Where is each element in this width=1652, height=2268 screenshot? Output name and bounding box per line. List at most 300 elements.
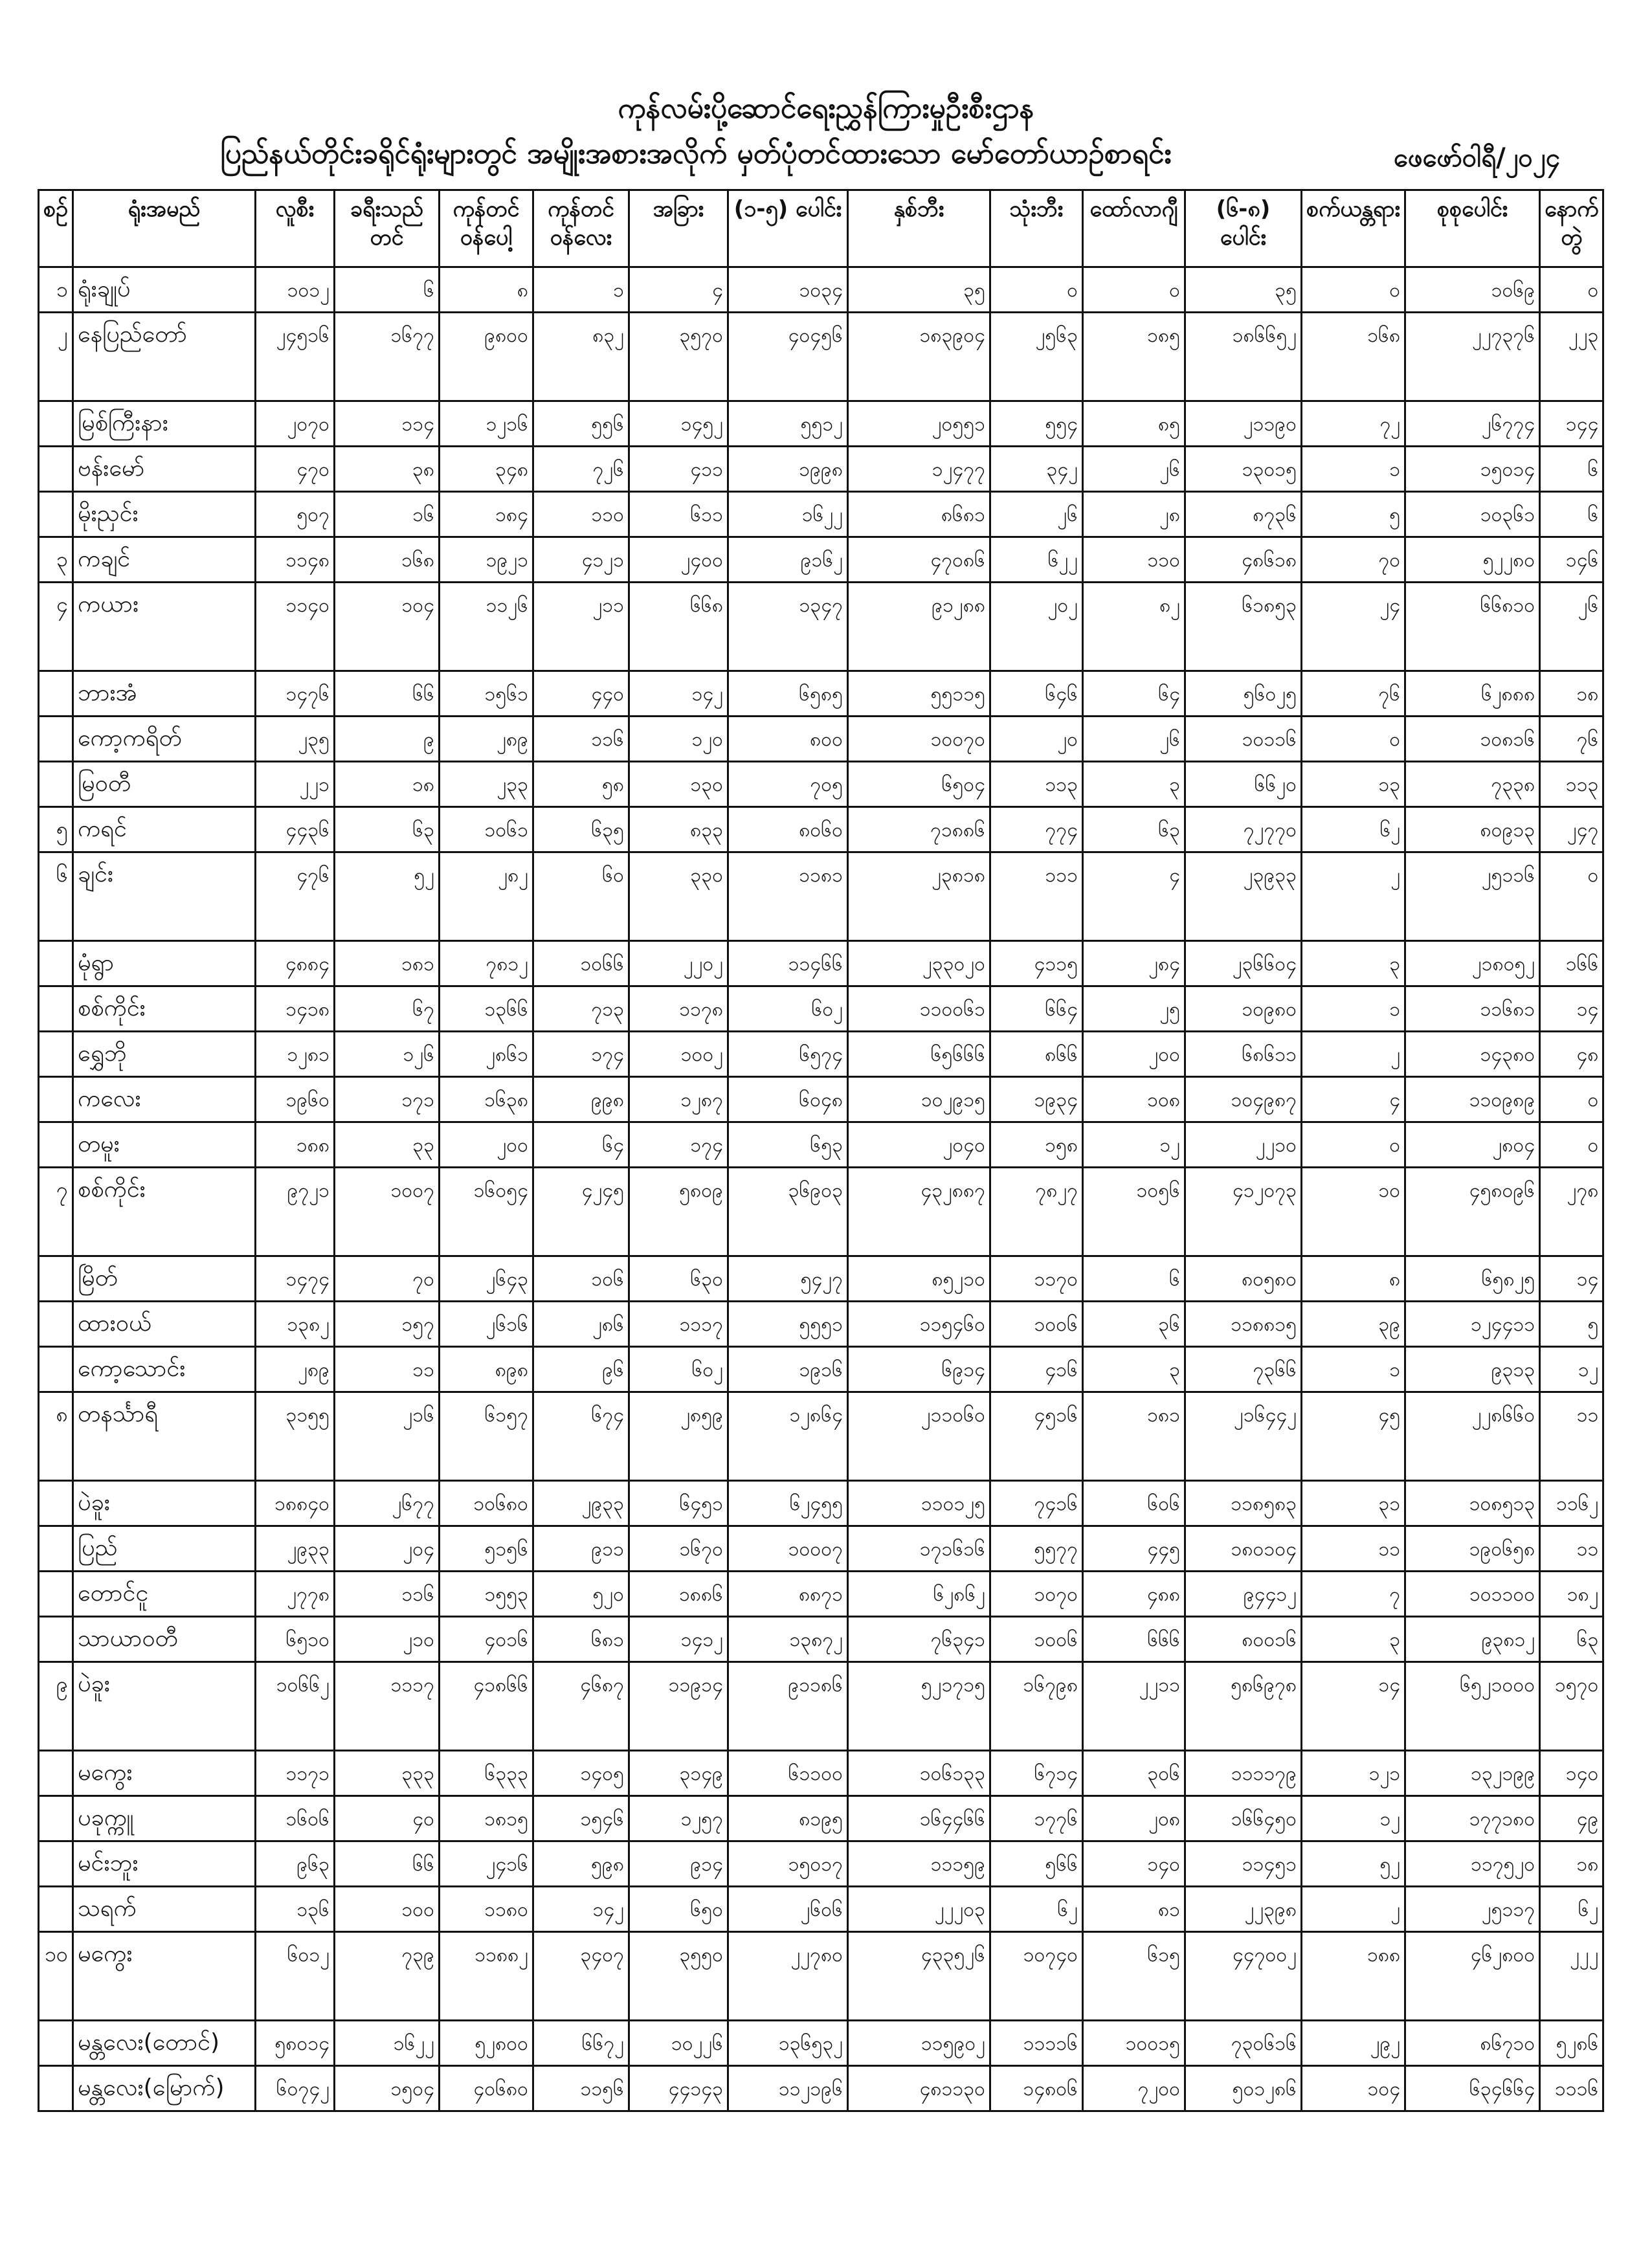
value-cell: ၁၁၁၁၆ (990, 2021, 1082, 2066)
table-row (39, 941, 1603, 986)
value-cell: ၄၁၁ (629, 447, 728, 492)
value-cell: ၅ (1301, 492, 1405, 537)
value-cell: ၆၆၂၀ (1185, 762, 1301, 807)
value-cell: ၁၀၄ (1301, 2066, 1405, 2111)
value-cell: ၇၆ (1301, 671, 1405, 717)
value-cell: ၁၉၀၆၅၈ (1405, 1526, 1540, 1572)
value-cell: ၃၄၈ (439, 447, 533, 492)
value-cell: ၁၀၁၁၆ (1185, 717, 1301, 762)
table-row (39, 1751, 1603, 1796)
value-cell: ၃၈ (334, 447, 439, 492)
value-cell: ၂၂၁ (255, 762, 334, 807)
value-cell: ၂၈၅၉ (629, 1392, 728, 1481)
office-name-cell: မင်းဘူး (73, 1841, 255, 1887)
value-cell: ၂၀၈ (1082, 1796, 1185, 1841)
data-table (38, 189, 1604, 2112)
value-cell: ၆၄၆ (990, 671, 1082, 717)
value-cell: ၁၅၀၄ (334, 2066, 439, 2111)
value-cell: ၂၀၀ (439, 1122, 533, 1168)
value-cell: ၄၀၄၅၆ (728, 313, 847, 401)
value-cell: ၆၅၁၀ (255, 1617, 334, 1662)
value-cell: ၇ (1301, 1572, 1405, 1617)
value-cell: ၁၀၂၉၁၅ (847, 1077, 990, 1122)
value-cell: ၂၃၅ (255, 717, 334, 762)
value-cell: ၅၂ (1301, 1841, 1405, 1887)
table-body (39, 267, 1603, 2111)
value-cell: ၁၂၈၇ (629, 1077, 728, 1122)
table-row (39, 313, 1603, 401)
value-cell: ၁၄၈၀၆ (990, 2066, 1082, 2111)
value-cell: ၁၉၆၀ (255, 1077, 334, 1122)
row-number-cell (39, 492, 73, 537)
value-cell: ၁၀၄ (334, 583, 439, 671)
value-cell: ၁၂၁၆ (439, 401, 533, 447)
value-cell: ၆၅၆၆၆ (847, 1032, 990, 1077)
value-cell: ၆ (334, 267, 439, 313)
value-cell: ၁၄ (1540, 986, 1603, 1032)
value-cell: ၈၆၇၁၀ (1405, 2021, 1540, 2066)
value-cell: ၁၁၄ (334, 401, 439, 447)
value-cell: ၂၂၇၈၀ (728, 1932, 847, 2021)
value-cell: ၁၁၄၈ (255, 537, 334, 583)
value-cell: ၁၆၆ (1540, 941, 1603, 986)
value-cell: ၁၅၀၁၄ (1405, 447, 1540, 492)
value-cell: ၂၄၀၀ (629, 537, 728, 583)
value-cell: ၅၈၆၉၇၈ (1185, 1662, 1301, 1751)
value-cell: ၁ (1301, 447, 1405, 492)
value-cell: ၁၁၈၈၂ (439, 1932, 533, 2021)
value-cell: ၆၆၄ (990, 986, 1082, 1032)
value-cell: ၂၆၇၇ (334, 1481, 439, 1526)
column-header: ကုန်တင်ဝန်ပေါ့ (439, 190, 533, 267)
value-cell: ၁၁၇၅၂၀ (1405, 1841, 1540, 1887)
row-number-cell (39, 717, 73, 762)
value-cell: ၄၅၈၀၉၆ (1405, 1168, 1540, 1256)
value-cell: ၁၀၈ (1082, 1077, 1185, 1122)
table-row (39, 2021, 1603, 2066)
table-row (39, 447, 1603, 492)
value-cell: ၂၁၀ (334, 1617, 439, 1662)
value-cell: ၁၀၆ (533, 1256, 629, 1302)
column-header: အခြား (629, 190, 728, 267)
row-number-cell: ၄ (39, 583, 73, 671)
value-cell: ၁၀၇၄၀ (990, 1932, 1082, 2021)
value-cell: ၁၄၂ (533, 1887, 629, 1932)
office-name-cell: ပခုက္ကူ (73, 1796, 255, 1841)
value-cell: ၆၅၈၅ (728, 671, 847, 717)
value-cell: ၅၀၁၂၈၆ (1185, 2066, 1301, 2111)
value-cell: ၇၂၀၀ (1082, 2066, 1185, 2111)
value-cell: ၁၀၀၇ (334, 1168, 439, 1256)
value-cell: ၅၂၈၆ (1540, 2021, 1603, 2066)
value-cell: ၁၁၃ (1540, 762, 1603, 807)
row-number-cell (39, 1347, 73, 1392)
value-cell: ၁ (1301, 1347, 1405, 1392)
value-cell: ၁၃၀ (629, 762, 728, 807)
value-cell: ၁၆၇၇ (334, 313, 439, 401)
value-cell: ၄၉ (1540, 1796, 1603, 1841)
value-cell: ၆၇ (334, 986, 439, 1032)
column-header: ရုံးအမည် (73, 190, 255, 267)
value-cell: ၁၁၀ (533, 492, 629, 537)
value-cell: ၀ (1301, 717, 1405, 762)
value-cell: ၁၀၃၄ (728, 267, 847, 313)
value-cell: ၄၁၆ (990, 1347, 1082, 1392)
value-cell: ၁၆၄၄၆၆ (847, 1796, 990, 1841)
value-cell: ၂၈၂ (439, 852, 533, 941)
value-cell: ၄ (1082, 852, 1185, 941)
column-header: (၆-၈) ပေါင်း (1185, 190, 1301, 267)
value-cell: ၁၁၃ (990, 762, 1082, 807)
value-cell: ၆၀ (533, 852, 629, 941)
value-cell: ၂၇၇၈ (255, 1572, 334, 1617)
value-cell: ၁၇၄ (533, 1032, 629, 1077)
value-cell: ၁၃၆၅၃၂ (728, 2021, 847, 2066)
value-cell: ၁၀၁၂ (255, 267, 334, 313)
value-cell: ၂ (1301, 852, 1405, 941)
value-cell: ၄၄၅ (1082, 1526, 1185, 1572)
value-cell: ၁၈၃၉၀၄ (847, 313, 990, 401)
value-cell: ၉၁၁၈၆ (728, 1662, 847, 1751)
value-cell: ၆၇၄ (533, 1392, 629, 1481)
value-cell: ၁၈၁၅ (439, 1796, 533, 1841)
value-cell: ၁၀၄၉၈၇ (1185, 1077, 1301, 1122)
value-cell: ၂၀၇၀ (255, 401, 334, 447)
value-cell: ၃၁၄၉ (629, 1751, 728, 1796)
value-cell: ၁၁ (1540, 1392, 1603, 1481)
value-cell: ၁၁၀၀၆၁ (847, 986, 990, 1032)
value-cell: ၁၆၀၅၄ (439, 1168, 533, 1256)
value-cell: ၃ (1301, 941, 1405, 986)
table-row (39, 537, 1603, 583)
table-row (39, 1256, 1603, 1302)
value-cell: ၁၂၄၄၁၁ (1405, 1302, 1540, 1347)
value-cell: ၇၆၃၄၁ (847, 1617, 990, 1662)
value-cell: ၀ (1301, 267, 1405, 313)
value-cell: ၁၈၈၆ (629, 1572, 728, 1617)
value-cell: ၇၃၀၆၁၆ (1185, 2021, 1301, 2066)
row-number-cell: ၇ (39, 1168, 73, 1256)
column-header: စဉ် (39, 190, 73, 267)
row-number-cell (39, 401, 73, 447)
value-cell: ၃ (1082, 1347, 1185, 1392)
value-cell: ၈၀၆၀ (728, 807, 847, 852)
value-cell: ၇၃၆၆ (1185, 1347, 1301, 1392)
value-cell: ၅၈၀၉ (629, 1168, 728, 1256)
value-cell: ၂၂၈၆၆၀ (1405, 1392, 1540, 1481)
value-cell: ၁၁၆၂ (1540, 1481, 1603, 1526)
value-cell: ၅ (1540, 1302, 1603, 1347)
value-cell: ၄၇၀၈၆ (847, 537, 990, 583)
value-cell: ၁၈၈ (1301, 1932, 1405, 2021)
value-cell: ၆၃၅ (533, 807, 629, 852)
value-cell: ၁၃ (1301, 762, 1405, 807)
value-cell: ၂၀၄၀ (847, 1122, 990, 1168)
value-cell: ၉၆ (533, 1347, 629, 1392)
value-cell: ၁၉၁၆ (728, 1347, 847, 1392)
value-cell: ၂၆ (1082, 447, 1185, 492)
table-header-row (39, 190, 1603, 267)
row-number-cell (39, 1796, 73, 1841)
value-cell: ၂၁၁ (533, 583, 629, 671)
value-cell: ၄၅၁၆ (990, 1392, 1082, 1481)
value-cell: ၁၃၂၁၉၉ (1405, 1751, 1540, 1796)
value-cell: ၁၆၂၂ (334, 2021, 439, 2066)
value-cell: ၂၂၂ (1540, 1932, 1603, 2021)
table-row (39, 1662, 1603, 1751)
value-cell: ၁၁၄၀ (255, 583, 334, 671)
value-cell: ၁၀၆၆ (533, 941, 629, 986)
value-cell: ၆၂ (1301, 807, 1405, 852)
value-cell: ၆၃ (334, 807, 439, 852)
value-cell: ၉၁၂၈၈ (847, 583, 990, 671)
value-cell: ၆၀၂ (629, 1347, 728, 1392)
value-cell: ၆၆ (334, 671, 439, 717)
value-cell: ၅၂၁၇၁၅ (847, 1662, 990, 1751)
value-cell: ၁၂ (1301, 1796, 1405, 1841)
value-cell: ၁၂၁ (1301, 1751, 1405, 1796)
value-cell: ၁၆၀၆ (255, 1796, 334, 1841)
table-row (39, 762, 1603, 807)
value-cell: ၁၀၆၉ (1405, 267, 1540, 313)
value-cell: ၀ (1082, 267, 1185, 313)
value-cell: ၁ (1301, 986, 1405, 1032)
value-cell: ၁၀၀၀၇ (728, 1526, 847, 1572)
row-number-cell (39, 1572, 73, 1617)
value-cell: ၉၁၄ (629, 1841, 728, 1887)
value-cell: ၁ (533, 267, 629, 313)
value-cell: ၆ (1082, 1256, 1185, 1302)
value-cell: ၆ (1540, 447, 1603, 492)
office-name-cell: ပဲခူး (73, 1662, 255, 1751)
value-cell: ၁၉၉၈ (728, 447, 847, 492)
table-row (39, 671, 1603, 717)
value-cell: ၅၀၇ (255, 492, 334, 537)
value-cell: ၇၄၁၆ (990, 1481, 1082, 1526)
value-cell: ၇၃၃၈ (1405, 762, 1540, 807)
value-cell: ၃၃ (334, 1122, 439, 1168)
value-cell: ၁၀၂၂၆ (629, 2021, 728, 2066)
value-cell: ၇၂ (1301, 401, 1405, 447)
column-header: ခရီးသည်တင် (334, 190, 439, 267)
value-cell: ၁၅၄၆ (533, 1796, 629, 1841)
value-cell: ၁၁၁၇ (629, 1302, 728, 1347)
value-cell: ၀ (990, 267, 1082, 313)
value-cell: ၁၁၇၀ (990, 1256, 1082, 1302)
value-cell: ၁၁၅၆ (533, 2066, 629, 2111)
value-cell: ၂၆၁၆ (439, 1302, 533, 1347)
value-cell: ၂၆၀၆ (728, 1887, 847, 1932)
value-cell: ၁၉၂၁ (439, 537, 533, 583)
value-cell: ၂၉၂ (1301, 2021, 1405, 2066)
value-cell: ၁၁ (1301, 1526, 1405, 1572)
value-cell: ၁၄၁၈ (255, 986, 334, 1032)
value-cell: ၂၀ (990, 717, 1082, 762)
table-row (39, 1077, 1603, 1122)
value-cell: ၉၄၄၁၂ (1185, 1572, 1301, 1617)
value-cell: ၁၁၉၁၄ (629, 1662, 728, 1751)
value-cell: ၁၅၇၀ (1540, 1662, 1603, 1751)
value-cell: ၁၃၆ (255, 1887, 334, 1932)
value-cell: ၁၁၀၁၂၅ (847, 1481, 990, 1526)
value-cell: ၇၂၇၇၀ (1185, 807, 1301, 852)
table-row (39, 1796, 1603, 1841)
value-cell: ၇၂၆ (533, 447, 629, 492)
value-cell: ၁၆၂၂ (728, 492, 847, 537)
table-row (39, 807, 1603, 852)
row-number-cell (39, 1526, 73, 1572)
value-cell: ၄၄၁၄၃ (629, 2066, 728, 2111)
table-row (39, 1932, 1603, 2021)
row-number-cell (39, 1481, 73, 1526)
value-cell: ၈၈၇၁ (728, 1572, 847, 1617)
value-cell: ၈၁၉၅ (728, 1796, 847, 1841)
value-cell: ၂၂၃ (1540, 313, 1603, 401)
value-cell: ၁၁၈၈၁၅ (1185, 1302, 1301, 1347)
value-cell: ၁၈၆၆၅၂ (1185, 313, 1301, 401)
row-number-cell: ၅ (39, 807, 73, 852)
value-cell: ၈၇၃၆ (1185, 492, 1301, 537)
value-cell: ၆၀၁၂ (255, 1932, 334, 2021)
office-name-cell: ချင်း (73, 852, 255, 941)
value-cell: ၁၆၇၉၈ (990, 1662, 1082, 1751)
value-cell: ၆၄ (1082, 671, 1185, 717)
value-cell: ၄၀၆၈၀ (439, 2066, 533, 2111)
value-cell: ၄၇၆ (255, 852, 334, 941)
row-number-cell (39, 1887, 73, 1932)
value-cell: ၁၀၇၀ (990, 1572, 1082, 1617)
value-cell: ၁၇၁၆၁၆ (847, 1526, 990, 1572)
value-cell: ၉ (334, 717, 439, 762)
value-cell: ၁၆၈ (1301, 313, 1405, 401)
value-cell: ၁၅၅၃ (439, 1572, 533, 1617)
value-cell: ၁၀၆၈၀ (439, 1481, 533, 1526)
value-cell: ၁၀၀၆ (990, 1617, 1082, 1662)
value-cell: ၅၅၁၁၅ (847, 671, 990, 717)
office-name-cell: မကွေး (73, 1932, 255, 2021)
table-row (39, 583, 1603, 671)
value-cell: ၈၃၃ (629, 807, 728, 852)
column-header: (၁-၅) ပေါင်း (728, 190, 847, 267)
table-row (39, 1841, 1603, 1887)
value-cell: ၉၁၆၂ (728, 537, 847, 583)
value-cell: ၂၉၃၃ (255, 1526, 334, 1572)
value-cell: ၂၆ (1082, 717, 1185, 762)
value-cell: ၁၈၀၁၀၄ (1185, 1526, 1301, 1572)
row-number-cell (39, 447, 73, 492)
value-cell: ၆၈၁ (533, 1617, 629, 1662)
value-cell: ၆၆၆ (1082, 1617, 1185, 1662)
value-cell: ၁၈ (1540, 1841, 1603, 1887)
office-name-cell: တနင်္သာရီ (73, 1392, 255, 1481)
value-cell: ၂၁၁၉၀ (1185, 401, 1301, 447)
value-cell: ၈၃၂ (533, 313, 629, 401)
value-cell: ၇၈၂၇ (990, 1168, 1082, 1256)
value-cell: ၁၃၈၂ (255, 1302, 334, 1347)
row-number-cell: ၃ (39, 537, 73, 583)
value-cell: ၁၁၁ (990, 852, 1082, 941)
value-cell: ၄၈၈၄ (255, 941, 334, 986)
value-cell: ၁၄၁၂ (629, 1617, 728, 1662)
value-cell: ၁၈၈ (255, 1122, 334, 1168)
row-number-cell (39, 1617, 73, 1662)
column-header: စက်ယန္တရား (1301, 190, 1405, 267)
value-cell: ၅၅၁၂ (728, 401, 847, 447)
value-cell: ၂၈၆၁ (439, 1032, 533, 1077)
value-cell: ၁၁၁၆ (1540, 2066, 1603, 2111)
table-row (39, 1887, 1603, 1932)
value-cell: ၁၈၅ (1082, 313, 1185, 401)
value-cell: ၁၁၈၅၈၃ (1185, 1481, 1301, 1526)
value-cell: ၈၅ (1082, 401, 1185, 447)
office-name-cell: ဗန်းမော် (73, 447, 255, 492)
value-cell: ၆၂၈၆၂ (847, 1572, 990, 1617)
value-cell: ၄၂၄၅ (533, 1168, 629, 1256)
value-cell: ၄၆၈၇ (533, 1662, 629, 1751)
value-cell: ၇၇၄ (990, 807, 1082, 852)
value-cell: ၃၃၀ (629, 852, 728, 941)
value-cell: ၆၅၈၂၅ (1405, 1256, 1540, 1302)
value-cell: ၄၈ (1540, 1032, 1603, 1077)
value-cell: ၁၁၁၇ (334, 1662, 439, 1751)
value-cell: ၆၃၀ (629, 1256, 728, 1302)
value-cell: ၁၂ (1082, 1122, 1185, 1168)
value-cell: ၈၉၈ (439, 1347, 533, 1392)
value-cell: ၁၁ (334, 1347, 439, 1392)
row-number-cell (39, 1751, 73, 1796)
value-cell: ၂၇၈ (1540, 1168, 1603, 1256)
value-cell: ၃ (1301, 1617, 1405, 1662)
value-cell: ၂၂၂၀၃ (847, 1887, 990, 1932)
office-name-cell: စစ်ကိုင်း (73, 1168, 255, 1256)
value-cell: ၈၅၂၁၀ (847, 1256, 990, 1302)
value-cell: ၁၀၀၁၅ (1082, 2021, 1185, 2066)
value-cell: ၂ (1301, 1887, 1405, 1932)
value-cell: ၇၀ (1301, 537, 1405, 583)
value-cell: ၁၄၅၂ (629, 401, 728, 447)
value-cell: ၆၅၂၁၀၀၀ (1405, 1662, 1540, 1751)
value-cell: ၁၂၈၆၄ (728, 1392, 847, 1481)
office-name-cell: တမူး (73, 1122, 255, 1168)
office-name-cell: သရက် (73, 1887, 255, 1932)
value-cell: ၈၂ (1082, 583, 1185, 671)
row-number-cell (39, 1077, 73, 1122)
office-name-cell: ပဲခူး (73, 1481, 255, 1526)
value-cell: ၁၈၁ (334, 941, 439, 986)
value-cell: ၁၅၆၁ (439, 671, 533, 717)
value-cell: ၆၂၂ (990, 537, 1082, 583)
value-cell: ၁၁၇၈ (629, 986, 728, 1032)
value-cell: ၅၈၀၁၄ (255, 2021, 334, 2066)
value-cell: ၁၀၆၆၂ (255, 1662, 334, 1751)
value-cell: ၁၄၂ (629, 671, 728, 717)
value-cell: ၁၇၄ (629, 1122, 728, 1168)
value-cell: ၆၃ (1540, 1617, 1603, 1662)
value-cell: ၀ (1540, 267, 1603, 313)
value-cell: ၂၂၁၁ (1082, 1662, 1185, 1751)
value-cell: ၆၂ (1540, 1887, 1603, 1932)
value-cell: ၁၁၅၉၀၂ (847, 2021, 990, 2066)
value-cell: ၁၈၄ (439, 492, 533, 537)
office-name-cell: သာယာဝတီ (73, 1617, 255, 1662)
value-cell: ၂၀၄ (334, 1526, 439, 1572)
value-cell: ၁၀၀၂ (629, 1032, 728, 1077)
value-cell: ၆၃၄၆၆၄ (1405, 2066, 1540, 2111)
value-cell: ၅၆၀၂၅ (1185, 671, 1301, 717)
value-cell: ၄၈၆၁၈ (1185, 537, 1301, 583)
value-cell: ၁၂ (1540, 1347, 1603, 1392)
column-header: ထော်လာဂျီ (1082, 190, 1185, 267)
